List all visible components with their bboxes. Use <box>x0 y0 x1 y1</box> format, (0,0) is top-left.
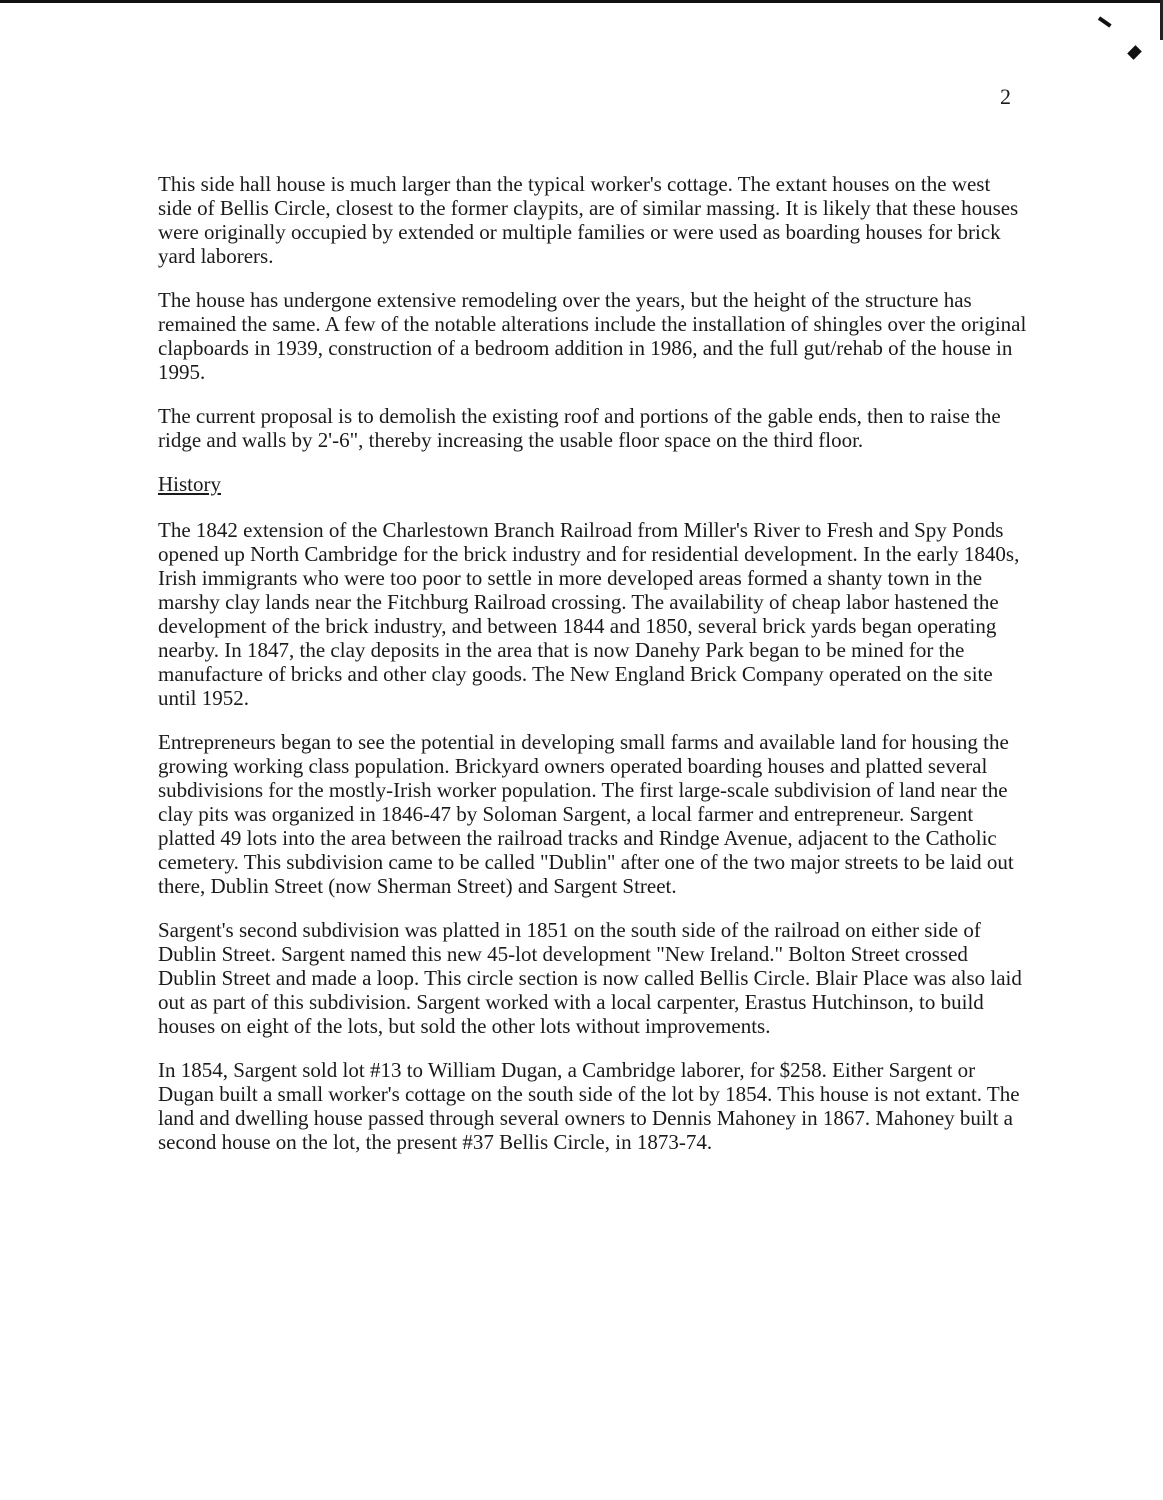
scan-mark-tick <box>1098 16 1112 27</box>
document-body <box>158 172 1028 1174</box>
scan-border-top <box>0 0 1163 3</box>
history-paragraph-1: The 1842 extension of the Charlestown Branch Railroad from Miller's River to Fresh and Spy Ponds opened up North Cambridge for the brick industry and for residential development. In the early 1840s, Irish immigrants who were too poor to settle in more developed areas formed a shanty town in the marshy clay lands near the Fitchburg Railroad crossing. The availability of cheap labor hastened the development of the brick industry, and between 1844 and 1850, several brick yards began operating nearby. In 1847, the clay deposits in the area that is now Danehy Park began to be mined for the manufacture of bricks and other clay goods. The New England Brick Company operated on the site until 1952. <box>158 518 1020 710</box>
intro-paragraph-1: This side hall house is much larger than the typical worker's cottage. The extant houses on the west side of Bellis Circle, closest to the former claypits, are of similar massing. It is likely that these houses were originally occupied by extended or multiple families or were used as boarding houses for brick yard laborers. <box>158 172 1019 268</box>
history-paragraph-3: Sargent's second subdivision was platted in 1851 on the south side of the railroad on either side of Dublin Street. Sargent named this new 45-lot development "New Ireland." Bolton Street crossed Dublin Street and made a loop. This circle section is now called Bellis Circle. Blair Place was also laid out as part of this subdivision. Sargent worked with a local carpenter, Erastus Hutchinson, to build houses on eight of the lots, but sold the other lots without improvements. <box>158 918 1022 1038</box>
history-heading: History <box>158 472 221 496</box>
history-paragraph-2: Entrepreneurs began to see the potential in developing small farms and available land for housing the growing working class population. Brickyard owners operated boarding houses and platted several subdivisions for the mostly-Irish worker population. The first large-scale subdivision of land near the clay pits was organized in 1846-47 by Soloman Sargent, a local farmer and entrepreneur. Sargent platted 49 lots into the area between the railroad tracks and Rindge Avenue, adjacent to the Catholic cemetery. This subdivision came to be called "Dublin" after one of the two major streets to be laid out there, Dublin Street (now Sherman Street) and Sargent Street. <box>158 730 1014 898</box>
intro-paragraph-3: The current proposal is to demolish the existing roof and portions of the gable ends, then to raise the ridge and walls by 2'-6", thereby increasing the usable floor space on the third floor. <box>158 404 1001 452</box>
scan-mark-diamond <box>1127 45 1142 60</box>
history-paragraph-4: In 1854, Sargent sold lot #13 to William Dugan, a Cambridge laborer, for $258. Either Sargent or Dugan built a small worker's cottage on the south side of the lot by 1854. This house is not extant. The land and dwelling house passed through several owners to Dennis Mahoney in 1867. Mahoney built a second house on the lot, the present #37 Bellis Circle, in 1873-74. <box>158 1058 1020 1154</box>
intro-paragraph-2: The house has undergone extensive remodeling over the years, but the height of the structure has remained the same. A few of the notable alterations include the installation of shingles over the original clapboards in 1939, construction of a bedroom addition in 1986, and the full gut/rehab of the house in 1995. <box>158 288 1027 384</box>
page-number: 2 <box>1000 84 1011 109</box>
